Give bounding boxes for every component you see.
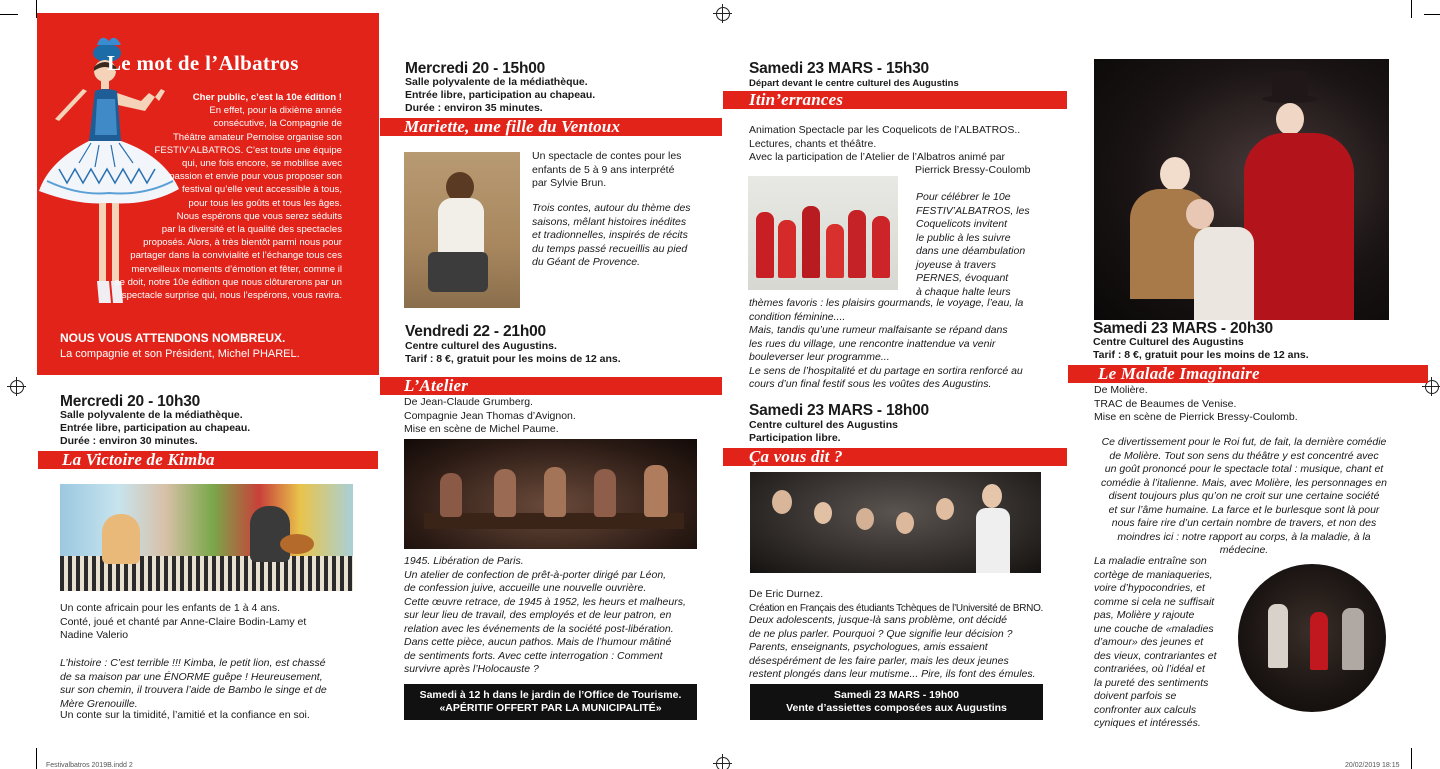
itinerrances-photo-person bbox=[802, 206, 820, 278]
itinerrances-rest-line: bouleverser leur programme... bbox=[749, 351, 890, 363]
itinerrances-rest bbox=[749, 297, 1023, 392]
malade-desc-line: et sur l’âme humaine. La farce et le burlesque sont là pour bbox=[1108, 503, 1380, 516]
editorial-panel bbox=[37, 13, 379, 375]
malade-side-line: des vieux, contrariantes et bbox=[1094, 649, 1217, 662]
itinerrances-desc-line: Avec la participation de l’Atelier de l’Albatros animé par bbox=[749, 151, 1006, 163]
itinerrances-side-line: Pour célébrer le 10e bbox=[916, 191, 1011, 203]
malade-side-line: cyniques et intéressés. bbox=[1094, 717, 1201, 729]
atelier-desc-line: 1945. Libération de Paris. bbox=[404, 555, 524, 567]
atelier-desc-line: Un atelier de confection de prêt-à-porter dirigé par Léon, bbox=[404, 568, 667, 581]
editorial-line: FESTIV’ALBATROS. C’est toute une équipe bbox=[154, 144, 342, 156]
malade-photo-hat-brim bbox=[1262, 95, 1318, 103]
kimba-photo-guitar bbox=[280, 534, 314, 554]
crop-mark bbox=[1424, 14, 1440, 15]
malade-side-line: d’amour» des jeunes et bbox=[1094, 636, 1204, 648]
registration-mark-icon bbox=[716, 7, 730, 21]
editorial-line: passion et envie pour vous proposer son bbox=[169, 171, 342, 183]
atelier-info-line: Centre culturel des Augustins. bbox=[405, 340, 557, 352]
cavousdit-photo-face bbox=[856, 508, 874, 530]
editorial-text bbox=[22, 91, 342, 302]
editorial-line: qui, une fois encore, se mobilise avec bbox=[182, 158, 342, 170]
malade-credit-line: TRAC de Beaumes de Venise. bbox=[1094, 397, 1237, 410]
malade-credit-line: Mise en scène de Pierrick Bressy-Coulomb. bbox=[1094, 411, 1298, 423]
mariette-title: Mariette, une fille du Ventoux bbox=[404, 117, 621, 136]
cavousdit-info bbox=[749, 419, 898, 445]
malade-desc-line: disent toujours plus qu’on ne croit sur une certaine société bbox=[1108, 490, 1380, 502]
cavousdit-credit-line: Création en Français des étudiants Tchèques de l’Université de BRNO. bbox=[749, 602, 1044, 614]
itinerrances-photo-person bbox=[826, 224, 844, 278]
editorial-line: En effet, pour la dixième année bbox=[209, 105, 342, 117]
crop-mark bbox=[1411, 0, 1412, 18]
cavousdit-info-line: Centre culturel des Augustins bbox=[749, 419, 898, 431]
atelier-photo bbox=[404, 439, 697, 549]
malade-side-line: doivent parfois se bbox=[1094, 690, 1177, 702]
cavousdit-desc-line: Deux adolescents, jusque-là sans problème, ont décidé bbox=[749, 614, 1007, 626]
malade-info-line: Centre Culturel des Augustins bbox=[1093, 336, 1244, 348]
atelier-date: Vendredi 22 - 21h00 bbox=[405, 323, 546, 340]
atelier-photo-figure bbox=[544, 467, 566, 517]
mariette-detail-line: du temps passé recueillis au pied bbox=[532, 242, 688, 255]
atelier-desc-line: de sentiments forts. Avec cette interrogation : Comment bbox=[404, 649, 663, 662]
kimba-story bbox=[60, 657, 327, 711]
kimba-story-line: L’histoire : C’est terrible !!! Kimba, le petit lion, est chassé bbox=[60, 657, 326, 669]
malade-photo-face bbox=[1186, 199, 1214, 229]
itinerrances-side-line: PERNES, évoquant bbox=[916, 272, 1009, 284]
malade-circle-photo bbox=[1238, 564, 1386, 712]
atelier-credits bbox=[404, 396, 576, 437]
kimba-title: La Victoire de Kimba bbox=[62, 450, 215, 469]
atelier-desc-line: Dans cette pièce, aucun pathos. Mais de l’humour mâtiné bbox=[404, 636, 672, 648]
atelier-description bbox=[404, 555, 686, 677]
kimba-info bbox=[60, 409, 250, 448]
mariette-date: Mercredi 20 - 15h00 bbox=[405, 60, 546, 77]
cavousdit-title: Ça vous dit ? bbox=[749, 447, 843, 466]
footer-date: 20/02/2019 18:15 bbox=[1345, 762, 1400, 769]
cavousdit-desc-line: restent plongés dans leur mutisme... Pire, ils font des émules. bbox=[749, 668, 1036, 680]
kimba-info-line: Salle polyvalente de la médiathèque. bbox=[60, 409, 243, 421]
editorial-line: pour tous les goûts et tous les âges. bbox=[188, 197, 342, 209]
itinerrances-rest-line: condition féminine.... bbox=[749, 310, 846, 323]
malade-desc-line: de Molière. Tout son sens du théâtre y est concentré avec bbox=[1109, 449, 1379, 462]
malade-circle-figure bbox=[1268, 604, 1288, 668]
mariette-desc-line: par Sylvie Brun. bbox=[532, 177, 607, 189]
cavousdit-info-line: Participation libre. bbox=[749, 432, 841, 444]
mariette-description bbox=[532, 150, 681, 191]
cavousdit-photo-face bbox=[772, 490, 792, 514]
kimba-photo-person bbox=[250, 506, 290, 562]
itinerrances-side-line: à chaque halte leurs bbox=[916, 285, 1011, 298]
kimba-desc-line: Conté, joué et chanté par Anne-Claire Bodin-Lamy et bbox=[60, 615, 307, 628]
malade-desc-line: nous faire rire d’un certain nombre de travers, et non des bbox=[1111, 517, 1377, 529]
cavousdit-desc-line: de ne plus parler. Pourquoi ? Que signifie leur décision ? bbox=[749, 627, 1013, 640]
mariette-photo-body bbox=[438, 198, 484, 258]
atelier-desc-line: de confession juive, accueille une nouvelle ouvrière. bbox=[404, 582, 647, 594]
editorial-line: par la diversité et la qualité des spectacles bbox=[161, 224, 342, 236]
kimba-photo bbox=[60, 484, 353, 591]
assiettes-box-line: Samedi 23 MARS - 19h00 bbox=[834, 689, 959, 701]
atelier-credit-line: De Jean-Claude Grumberg. bbox=[404, 396, 533, 408]
itinerrances-description bbox=[749, 124, 1020, 165]
cavousdit-photo-face bbox=[896, 512, 914, 534]
atelier-info-line: Tarif : 8 €, gratuit pour les moins de 12 ans. bbox=[405, 353, 621, 365]
malade-photo-cape bbox=[1244, 133, 1354, 320]
registration-mark-icon bbox=[716, 757, 730, 769]
mariette-detail-line: et tradionnelles, inspirés de récits bbox=[532, 229, 688, 241]
mariette-photo bbox=[404, 152, 520, 308]
editorial-line: se doit, notre 10e édition que nous clôturerons par un bbox=[114, 276, 342, 288]
mariette-photo-legs bbox=[428, 252, 488, 292]
itinerrances-side-line: Coquelicots invitent bbox=[916, 218, 1008, 230]
malade-side-text bbox=[1094, 555, 1217, 731]
malade-side-line: pas, Molière y rajoute bbox=[1094, 609, 1195, 621]
atelier-desc-line: Cette œuvre retrace, de 1945 à 1952, les heurs et malheurs, bbox=[404, 595, 686, 608]
mariette-detail-line: Trois contes, autour du thème des bbox=[532, 202, 691, 214]
malade-desc-line: comédie à l’italienne. Mais, avec Molière, les personnages en bbox=[1101, 476, 1387, 489]
itinerrances-side-line: dans une déambulation bbox=[916, 245, 1026, 257]
assiettes-box bbox=[750, 684, 1043, 720]
itinerrances-date: Samedi 23 MARS - 15h30 bbox=[749, 60, 929, 77]
atelier-photo-figure bbox=[644, 465, 668, 517]
mariette-detail-line: du Géant de Provence. bbox=[532, 256, 640, 268]
itinerrances-rest-line: Mais, tandis qu’une rumeur malfaisante se répand dans bbox=[749, 324, 1008, 336]
kimba-story-line: sur son chemin, il trouvera l’aide de Bambo le singe et de bbox=[60, 684, 327, 696]
kimba-info-line: Durée : environ 30 minutes. bbox=[60, 435, 198, 447]
editorial-line: partager dans la convivialité et l’échange tous ces bbox=[130, 250, 342, 262]
atelier-credit-line: Mise en scène de Michel Paume. bbox=[404, 423, 559, 435]
malade-circle-figure bbox=[1342, 608, 1364, 670]
kimba-story-line: de sa maison par une ÉNORME guêpe ! Heureusement, bbox=[60, 670, 323, 683]
itinerrances-desc-line: Lectures, chants et théâtre. bbox=[749, 137, 877, 150]
itinerrances-side-line: le public à les suivre bbox=[916, 231, 1011, 244]
malade-desc-line: Ce divertissement pour le Roi fut, de fait, la dernière comédie bbox=[1101, 436, 1387, 448]
kimba-photo-person bbox=[102, 514, 140, 564]
itinerrances-photo-person bbox=[756, 212, 774, 278]
atelier-title: L’Atelier bbox=[404, 376, 469, 395]
cavousdit-photo-face bbox=[936, 498, 954, 520]
malade-desc-line: moindres ici : notre rapport au corps, à la maladie, à la bbox=[1117, 530, 1371, 543]
cavousdit-credit-line: De Eric Durnez. bbox=[749, 588, 824, 600]
itinerrances-photo-person bbox=[848, 210, 866, 278]
cavousdit-description bbox=[749, 614, 1036, 682]
editorial-closing: NOUS VOUS ATTENDONS NOMBREUX. bbox=[60, 331, 286, 345]
crop-mark bbox=[1411, 748, 1412, 769]
itinerrances-title: Itin’errances bbox=[749, 90, 844, 109]
aperitif-box-line: «APÉRITIF OFFERT PAR LA MUNICIPALITÉ» bbox=[439, 702, 662, 714]
cavousdit-photo bbox=[750, 472, 1041, 573]
editorial-line: Nous espérons que vous serez séduits bbox=[176, 210, 342, 222]
crop-mark bbox=[36, 748, 37, 769]
editorial-line: festival qu’elle veut accessible à tous, bbox=[182, 184, 342, 196]
mariette-info-line: Durée : environ 35 minutes. bbox=[405, 102, 543, 114]
malade-photo-robe bbox=[1194, 227, 1254, 320]
kimba-description bbox=[60, 602, 306, 643]
cavousdit-desc-line: Parents, enseignants, psychologues, amis essaient bbox=[749, 641, 988, 653]
aperitif-box-line: Samedi à 12 h dans le jardin de l’Office de Tourisme. bbox=[419, 689, 682, 701]
kimba-tagline: Un conte sur la timidité, l’amitié et la confiance en soi. bbox=[60, 709, 310, 721]
cavousdit-photo-face bbox=[982, 484, 1002, 508]
atelier-desc-line: sur leur lieu de travail, des employés et de leur patron, en bbox=[404, 609, 672, 621]
cavousdit-desc-line: désespérément de les faire parler, mais les deux jeunes bbox=[749, 654, 1009, 667]
crop-mark bbox=[0, 14, 18, 15]
editorial-line: Théâtre amateur Pernoise organise son bbox=[172, 131, 342, 143]
editorial-line: proposés. Alors, à très bientôt parmi nous pour bbox=[143, 237, 342, 249]
malade-desc-line: un goût prononcé pour le spectacle total : musique, chant et bbox=[1104, 463, 1384, 475]
malade-credits bbox=[1094, 384, 1298, 425]
editorial-signature: La compagnie et son Président, Michel PHAREL. bbox=[60, 348, 300, 360]
editorial-line: merveilleux moments d’émotion et fêter, comme il bbox=[131, 263, 342, 275]
malade-side-line: voire d’hypocondries, et bbox=[1094, 582, 1205, 594]
mariette-details bbox=[532, 202, 691, 270]
aperitif-box bbox=[404, 684, 697, 720]
atelier-info bbox=[405, 340, 621, 366]
mariette-desc-line: enfants de 5 à 9 ans interprété bbox=[532, 163, 675, 176]
editorial-title: Le mot de l’Albatros bbox=[107, 51, 299, 75]
malade-desc-line: médecine. bbox=[1219, 544, 1269, 556]
malade-date: Samedi 23 MARS - 20h30 bbox=[1093, 320, 1273, 337]
mariette-info-line: Entrée libre, participation au chapeau. bbox=[405, 89, 596, 101]
assiettes-box-line: Vente d’assiettes composées aux Augustins bbox=[786, 702, 1007, 714]
mariette-detail-line: saisons, mêlant histoires inédites bbox=[532, 215, 687, 228]
malade-side-line: une couche de «maladies bbox=[1094, 622, 1214, 635]
malade-side-line: la pureté des sentiments bbox=[1094, 676, 1209, 689]
itinerrances-rest-line: thèmes favoris : les plaisirs gourmands, le voyage, l’eau, la bbox=[749, 297, 1024, 309]
malade-photo-face bbox=[1160, 157, 1190, 191]
mariette-info-line: Salle polyvalente de la médiathèque. bbox=[405, 76, 588, 88]
malade-side-line: confronter aux calculs bbox=[1094, 703, 1197, 716]
itinerrances-side-line: joyeuse à travers bbox=[916, 258, 996, 271]
itinerrances-desc-line: Animation Spectacle par les Coquelicots de l’ALBATROS.. bbox=[749, 124, 1021, 136]
cavousdit-credits bbox=[749, 588, 1043, 615]
malade-info-line: Tarif : 8 €, gratuit pour les moins de 12 ans. bbox=[1093, 349, 1309, 361]
kimba-date: Mercredi 20 - 10h30 bbox=[60, 393, 201, 410]
kimba-story-line: Mère Grenouille. bbox=[60, 697, 138, 710]
editorial-line: consécutive, la Compagnie de bbox=[213, 118, 342, 130]
itinerrances-side-line: FESTIV’ALBATROS, les bbox=[916, 204, 1030, 217]
atelier-desc-line: relation avec les événements de la société post-libération. bbox=[404, 622, 674, 635]
mariette-info bbox=[405, 76, 595, 115]
kimba-desc-line: Un conte africain pour les enfants de 1 à 4 ans. bbox=[60, 602, 281, 614]
itinerrances-photo-person bbox=[872, 216, 890, 278]
malade-info bbox=[1093, 336, 1309, 362]
itinerrances-rest-line: Le sens de l’hospitalité et du partage en sortira renforcé au bbox=[749, 364, 1023, 377]
malade-description bbox=[1094, 436, 1394, 558]
mariette-desc-line: Un spectacle de contes pour les bbox=[532, 150, 682, 162]
cavousdit-photo-shirt bbox=[976, 508, 1010, 573]
itinerrances-animator: Pierrick Bressy-Coulomb bbox=[915, 164, 1031, 176]
malade-side-line: contrariées, où l’idéal et bbox=[1094, 663, 1205, 675]
cavousdit-date: Samedi 23 MARS - 18h00 bbox=[749, 402, 929, 419]
atelier-photo-figure bbox=[594, 469, 616, 517]
itinerrances-rest-line: les rues du village, une rencontre inattendue va venir bbox=[749, 337, 996, 350]
itinerrances-side-text bbox=[916, 191, 1030, 299]
malade-side-line: comme si cela ne suffisait bbox=[1094, 595, 1215, 608]
malade-photo-face bbox=[1276, 103, 1304, 135]
malade-credit-line: De Molière. bbox=[1094, 384, 1148, 396]
malade-title: Le Malade Imaginaire bbox=[1098, 364, 1260, 383]
kimba-info-line: Entrée libre, participation au chapeau. bbox=[60, 422, 251, 434]
malade-side-line: La maladie entraîne son bbox=[1094, 555, 1207, 567]
kimba-desc-line: Nadine Valerio bbox=[60, 629, 129, 641]
itinerrances-rest-line: cours d’un final festif sous les voûtes des Augustins. bbox=[749, 378, 992, 390]
malade-side-line: cortège de maniaqueries, bbox=[1094, 568, 1213, 581]
itinerrances-photo bbox=[748, 176, 898, 290]
cavousdit-photo-face bbox=[814, 502, 832, 524]
malade-circle-figure bbox=[1310, 612, 1328, 670]
atelier-desc-line: survivre après l’Holocauste ? bbox=[404, 663, 539, 675]
registration-mark-icon bbox=[10, 380, 24, 394]
atelier-photo-figure bbox=[440, 473, 462, 517]
itinerrances-place: Départ devant le centre culturel des Augustins bbox=[749, 78, 959, 89]
atelier-credit-line: Compagnie Jean Thomas d’Avignon. bbox=[404, 409, 576, 422]
footer-file-name: Festivalbatros 2019B.indd 2 bbox=[46, 762, 133, 769]
editorial-line: Cher public, c’est la 10e édition ! bbox=[192, 92, 342, 103]
itinerrances-photo-person bbox=[778, 220, 796, 278]
atelier-photo-figure bbox=[494, 469, 516, 517]
editorial-line: spectacle surprise qui, nous l’espérons, vous ravira. bbox=[121, 290, 342, 302]
malade-photo bbox=[1094, 59, 1389, 320]
